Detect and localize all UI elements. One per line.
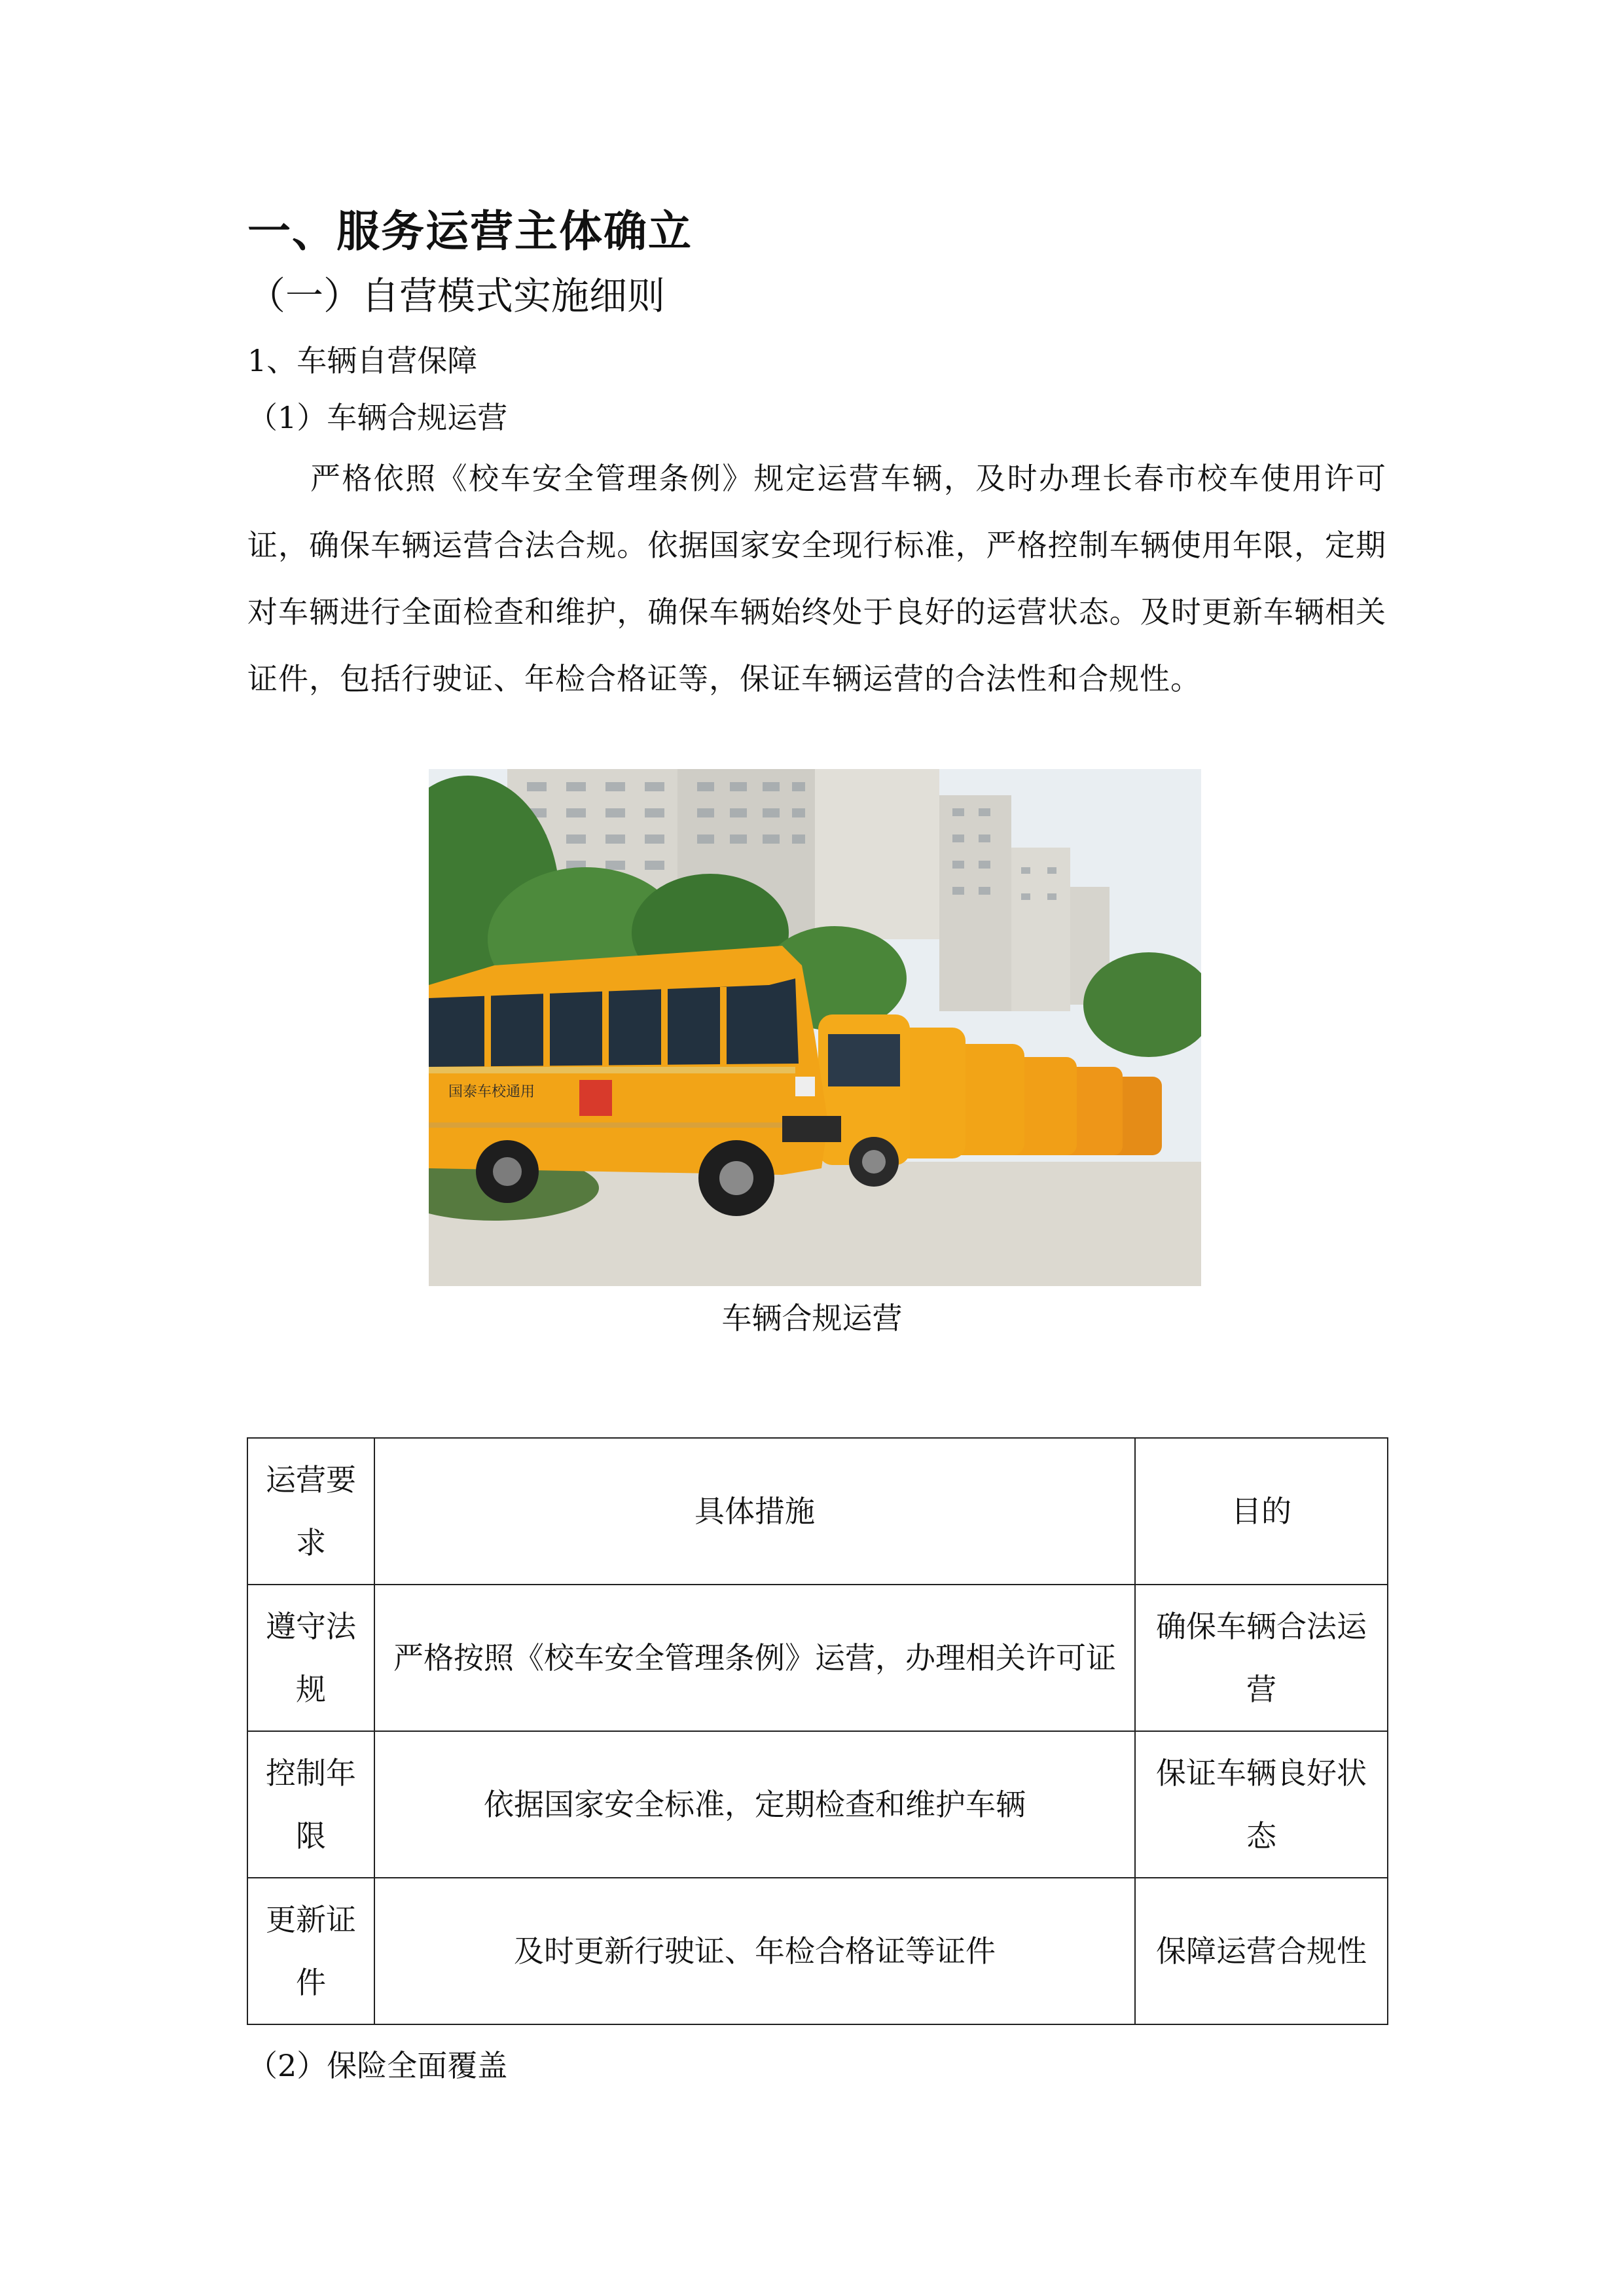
table-cell: 确保车辆合法运营 — [1135, 1585, 1388, 1731]
table-header-cell: 具体措施 — [374, 1438, 1135, 1585]
table-cell: 及时更新行驶证、年检合格证等证件 — [374, 1878, 1135, 2024]
item-heading: 1、车辆自营保障 — [247, 343, 478, 378]
body-paragraph: 严格依照《校车安全管理条例》规定运营车辆，及时办理长春市校车使用许可证，确保车辆运营合法合规。依据国家安全现行标准，严格控制车辆使用年限，定期对车辆进行全面检查和维护，确保车辆始终处于良好的运营状态。及时更新车辆相关证件，包括行驶证、年检合格证等，保证车辆运营的合法性和合规性。 — [247, 461, 1386, 696]
section-heading: 一、服务运营主体确立 — [247, 206, 693, 257]
table-row — [247, 1878, 1388, 2024]
subitem-heading: （1）车辆合规运营 — [247, 400, 508, 435]
svg-text:国泰车校通用: 国泰车校通用 — [448, 1084, 535, 1100]
table-header-cell: 运营要求 — [247, 1438, 374, 1585]
table-cell: 控制年限 — [247, 1731, 374, 1878]
table-cell: 保证车辆良好状态 — [1135, 1731, 1388, 1878]
table-row — [247, 1585, 1388, 1731]
table-row — [247, 1731, 1388, 1878]
table-header-cell: 目的 — [1135, 1438, 1388, 1585]
table-cell: 更新证件 — [247, 1878, 374, 2024]
table-cell: 保障运营合规性 — [1135, 1878, 1388, 2024]
table-cell: 依据国家安全标准，定期检查和维护车辆 — [374, 1731, 1135, 1878]
operation-requirements-table — [247, 1437, 1388, 2025]
school-bus-photo — [429, 769, 1201, 1286]
subsection-heading: （一）自营模式实施细则 — [247, 274, 666, 318]
table-cell: 遵守法规 — [247, 1585, 374, 1731]
subitem-heading-insurance: （2）保险全面覆盖 — [247, 2048, 508, 2083]
table-header-row — [247, 1438, 1388, 1585]
figure-caption: 车辆合规运营 — [721, 1300, 903, 1336]
table-cell: 严格按照《校车安全管理条例》运营，办理相关许可证 — [374, 1585, 1135, 1731]
